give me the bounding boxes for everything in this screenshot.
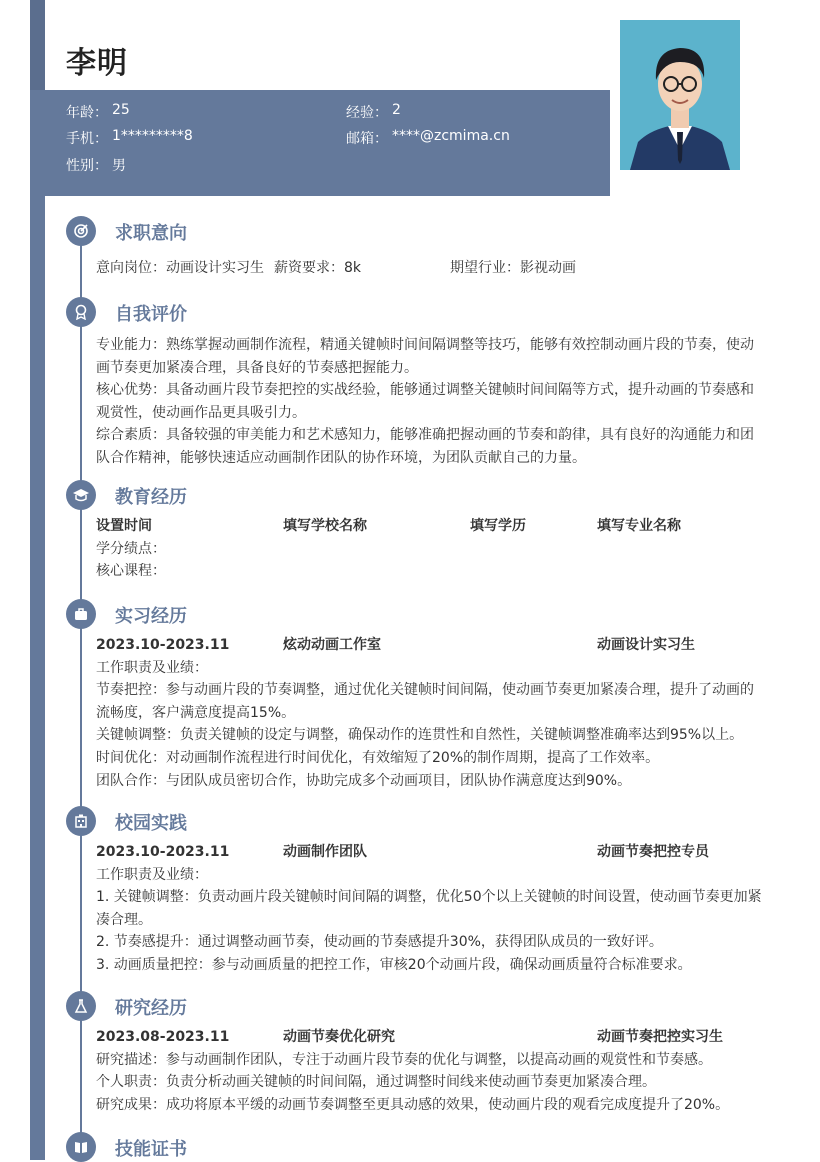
self-eval-paragraph: 核心优势：具备动画片段节奏把控的实战经验，能够通过调整关键帧时间间隔等方式，提升动画的节奏感和观赏性，使动画作品更具吸引力。 — [96, 382, 754, 421]
self-eval-paragraph: 综合素质：具备较强的审美能力和艺术感知力，能够准确把握动画的节奏和韵律，具有良好的沟通能力和团队合作精神，能够快速适应动画制作团队的协作环境，为团队贡献自己的力量。 — [96, 427, 754, 466]
self-eval-paragraph: 专业能力：熟练掌握动画制作流程，精通关键帧时间间隔调整等技巧，能够有效控制动画片段的节奏，使动画节奏更加紧凑合理，具备良好的节奏感把握能力。 — [96, 337, 754, 376]
research-line: 研究描述：参与动画制作团队，专注于动画片段节奏的优化与调整，以提高动画的观赏性和节奏感。 — [96, 1051, 712, 1068]
edu-major: 填写专业名称 — [597, 518, 681, 534]
experience-label: 经验： — [346, 105, 388, 121]
campus-line: 工作职责及业绩： — [96, 866, 208, 883]
experience-value: 2 — [392, 102, 401, 118]
intern-company: 炫动动画工作室 — [283, 637, 381, 653]
section-title: 实习经历 — [115, 606, 187, 627]
intern-line: 工作职责及业绩： — [96, 659, 208, 676]
campus-org: 动画制作团队 — [283, 844, 367, 860]
intern-role: 动画设计实习生 — [597, 637, 695, 653]
building-icon — [66, 806, 96, 836]
research-line: 个人职责：负责分析动画关键帧的时间间隔，通过调整时间线来使动画节奏更加紧凑合理。 — [96, 1074, 656, 1091]
campus-line: 1. 关键帧调整：负责动画片段关键帧时间间隔的调整，优化50个以上关键帧的时间设置，使动画节奏更加紧凑合理。 — [96, 889, 762, 928]
gender-value: 男 — [112, 158, 126, 174]
campus-line: 2. 节奏感提升：通过调整动画节奏，使动画的节奏感提升30%，获得团队成员的一致好评。 — [96, 934, 663, 951]
intern-time: 2023.10-2023.11 — [96, 637, 230, 653]
phone-value: 1*********8 — [112, 128, 193, 144]
edu-school: 填写学校名称 — [283, 518, 367, 534]
section-campus-practice — [66, 806, 766, 977]
section-title: 求职意向 — [115, 223, 187, 244]
badge-icon — [66, 297, 96, 327]
section-internship — [66, 599, 766, 792]
section-title: 技能证书 — [115, 1139, 187, 1160]
phone-label: 手机： — [66, 131, 108, 147]
edu-courses: 核心课程： — [96, 563, 166, 580]
intern-line: 关键帧调整：负责关键帧的设定与调整，确保动作的连贯性和自然性，关键帧调整准确率达到95%以上。 — [96, 727, 744, 744]
intent-salary: 薪资要求：8k — [274, 260, 362, 276]
section-skills — [66, 1132, 766, 1162]
section-self-evaluation — [66, 297, 766, 470]
profile-photo — [620, 20, 740, 170]
section-research — [66, 991, 766, 1116]
campus-line: 3. 动画质量把控：参与动画质量的把控工作，审核20个动画片段，确保动画质量符合标准要求。 — [96, 956, 692, 973]
briefcase-icon — [66, 599, 96, 629]
email-label: 邮箱： — [346, 131, 388, 147]
research-line: 研究成果：成功将原本平缓的动画节奏调整至更具动感的效果，使动画片段的观看完成度提升了20%。 — [96, 1096, 730, 1113]
flask-icon — [66, 991, 96, 1021]
age-label: 年龄： — [66, 105, 108, 121]
section-title: 教育经历 — [115, 487, 187, 508]
section-title: 研究经历 — [115, 998, 187, 1019]
graduation-cap-icon — [66, 480, 96, 510]
email-value: ****@zcmima.cn — [392, 128, 510, 144]
campus-time: 2023.10-2023.11 — [96, 844, 230, 860]
edu-degree: 填写学历 — [470, 518, 526, 534]
research-role: 动画节奏把控实习生 — [597, 1029, 723, 1045]
campus-role: 动画节奏把控专员 — [597, 844, 709, 860]
section-education — [66, 480, 766, 583]
section-job-intent — [66, 216, 766, 280]
intent-position: 意向岗位：动画设计实习生 — [96, 260, 264, 276]
book-icon — [66, 1132, 96, 1162]
age-value: 25 — [112, 102, 130, 118]
research-project: 动画节奏优化研究 — [283, 1029, 395, 1045]
section-title: 校园实践 — [115, 813, 187, 834]
intern-line: 时间优化：对动画制作流程进行时间优化，有效缩短了20%的制作周期，提高了工作效率。 — [96, 749, 660, 766]
edu-gpa: 学分绩点： — [96, 540, 166, 557]
intern-line: 团队合作：与团队成员密切合作，协助完成多个动画项目，团队协作满意度达到90%。 — [96, 772, 632, 789]
intent-industry: 期望行业：影视动画 — [450, 260, 576, 276]
edu-time: 设置时间 — [96, 518, 152, 534]
research-time: 2023.08-2023.11 — [96, 1029, 230, 1045]
target-icon — [66, 216, 96, 246]
intern-line: 节奏把控：参与动画片段的节奏调整，通过优化关键帧时间间隔，使动画节奏更加紧凑合理，提升了动画的流畅度，客户满意度提高15%。 — [96, 682, 754, 721]
candidate-name: 李明 — [66, 46, 128, 81]
section-title: 自我评价 — [115, 304, 187, 325]
gender-label: 性别： — [66, 158, 108, 174]
